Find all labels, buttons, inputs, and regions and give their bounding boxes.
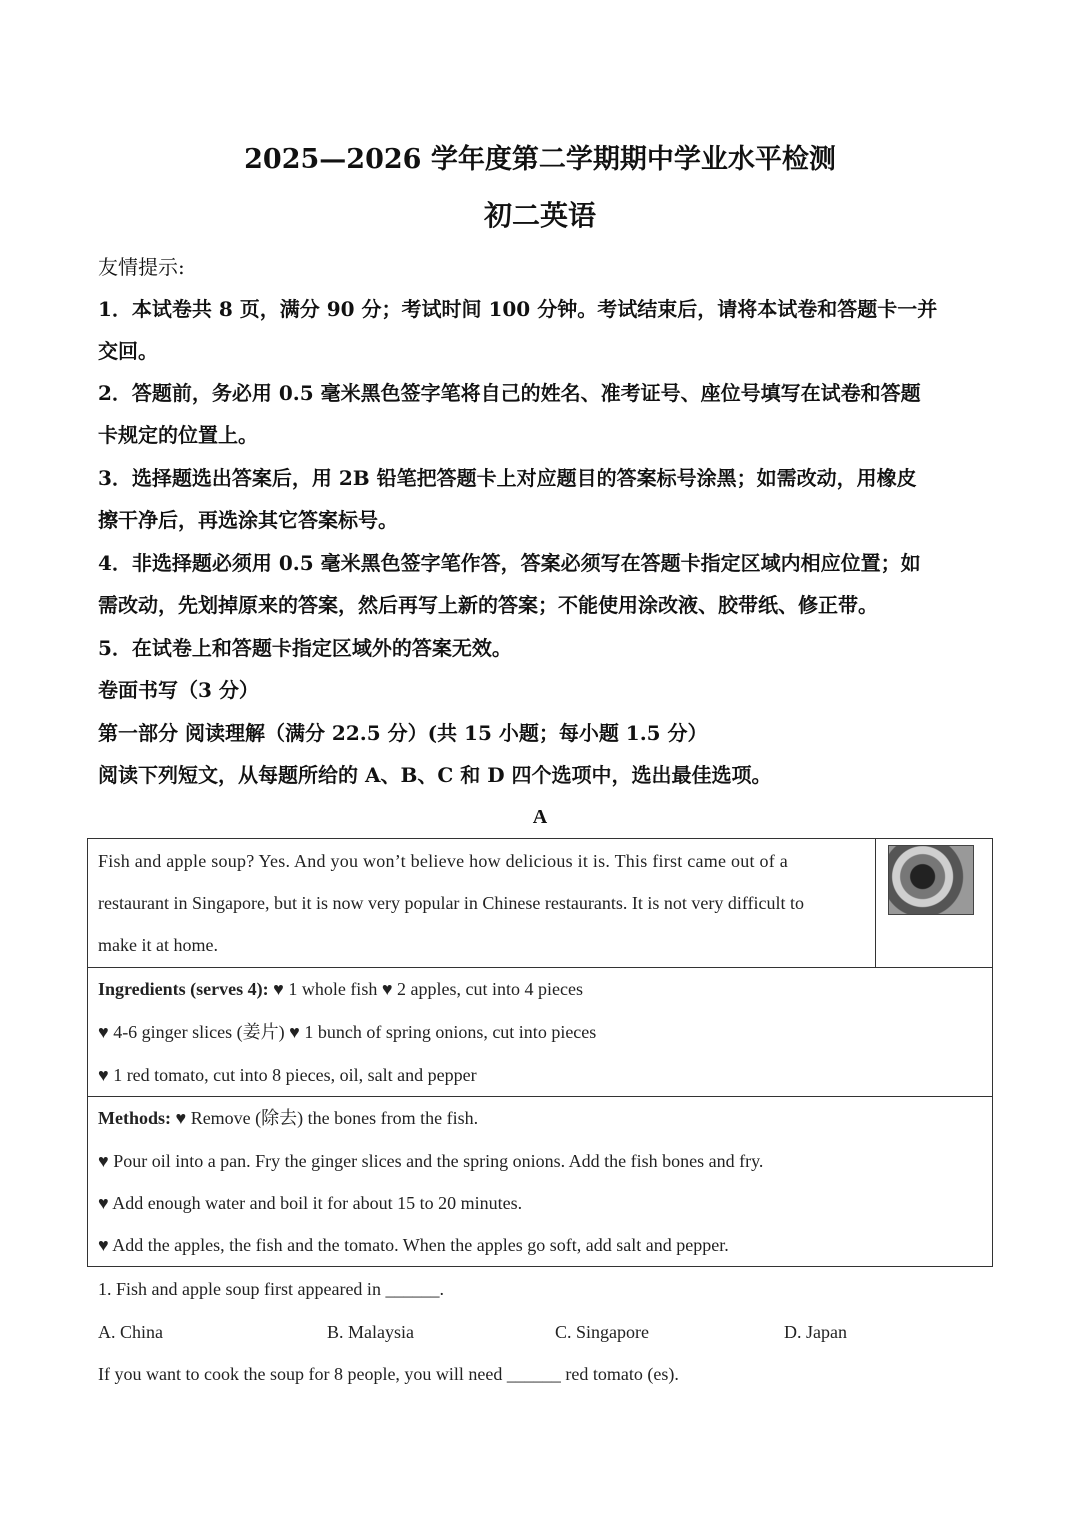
option-b[interactable]: B. Malaysia — [327, 1322, 414, 1342]
ingredients-line: ♥ 4-6 ginger slices (姜片) ♥ 1 bunch of spring onions, cut into pieces — [98, 1022, 597, 1042]
methods-line — [98, 1107, 478, 1129]
tip-line: 2．答题前，务必用 0.5 毫米黑色签字笔将自己的姓名、准考证号、座位号填写在试卷和答题 — [98, 381, 921, 405]
tip-line: 1．本试卷共 8 页，满分 90 分；考试时间 100 分钟。考试结束后，请将本试卷和答题卡一并 — [98, 297, 938, 321]
tip-line: 3．选择题选出答案后，用 2B 铅笔把答题卡上对应题目的答案标号涂黑；如需改动，用橡皮 — [98, 466, 917, 490]
handwriting-score: 卷面书写（3 分） — [98, 678, 259, 702]
ingredients-line — [98, 978, 583, 1000]
reading-instruction: 阅读下列短文，从每题所给的 A、B、C 和 D 四个选项中，选出最佳选项。 — [98, 763, 772, 787]
tip-line: 卡规定的位置上。 — [98, 423, 258, 447]
question-1: 1. Fish and apple soup first appeared in ______. — [98, 1279, 444, 1299]
methods-label: Methods: — [98, 1108, 171, 1128]
intro-line: Fish and apple soup? Yes. And you won’t believe how delicious it is. This first came out of a — [98, 851, 789, 871]
ingredients-text: ♥ 1 whole fish ♥ 2 apples, cut into 4 pieces — [268, 979, 583, 999]
methods-text: ♥ Remove (除去) the bones from the fish. — [171, 1108, 479, 1128]
option-a[interactable]: A. China — [98, 1322, 163, 1342]
tip-line: 5．在试卷上和答题卡指定区域外的答案无效。 — [98, 636, 512, 660]
soup-photo — [888, 845, 974, 915]
tip-line: 交回。 — [98, 339, 158, 363]
option-c[interactable]: C. Singapore — [555, 1322, 649, 1342]
ingredients-line: ♥ 1 red tomato, cut into 8 pieces, oil, salt and pepper — [98, 1065, 477, 1085]
tip-line: 4．非选择题必须用 0.5 毫米黑色签字笔作答，答案必须写在答题卡指定区域内相应位置；如 — [98, 551, 921, 575]
intro-line: restaurant in Singapore, but it is now very popular in Chinese restaurants. It is not very difficult to — [98, 893, 805, 913]
tip-line: 擦干净后，再选涂其它答案标号。 — [98, 508, 398, 532]
question-2: If you want to cook the soup for 8 people, you will need ______ red tomato (es). — [98, 1364, 679, 1384]
passage-label: A — [532, 806, 548, 828]
ingredients-label: Ingredients (serves 4): — [98, 979, 269, 999]
methods-line: ♥ Add the apples, the fish and the tomato. When the apples go soft, add salt and pepper. — [98, 1235, 729, 1255]
exam-subtitle: 初二英语 — [483, 199, 596, 232]
methods-line: ♥ Pour oil into a pan. Fry the ginger slices and the spring onions. Add the fish bones and fry. — [98, 1151, 764, 1171]
part-one-heading: 第一部分 阅读理解（满分 22.5 分）(共 15 小题；每小题 1.5 分） — [98, 721, 708, 745]
intro-line: make it at home. — [98, 935, 218, 955]
methods-line: ♥ Add enough water and boil it for about 15 to 20 minutes. — [98, 1193, 523, 1213]
exam-title: 2025—2026 学年度第二学期期中学业水平检测 — [244, 144, 836, 175]
tips-heading: 友情提示: — [98, 255, 185, 279]
tip-line: 需改动，先划掉原来的答案，然后再写上新的答案；不能使用涂改液、胶带纸、修正带。 — [98, 593, 878, 617]
option-d[interactable]: D. Japan — [784, 1322, 847, 1342]
